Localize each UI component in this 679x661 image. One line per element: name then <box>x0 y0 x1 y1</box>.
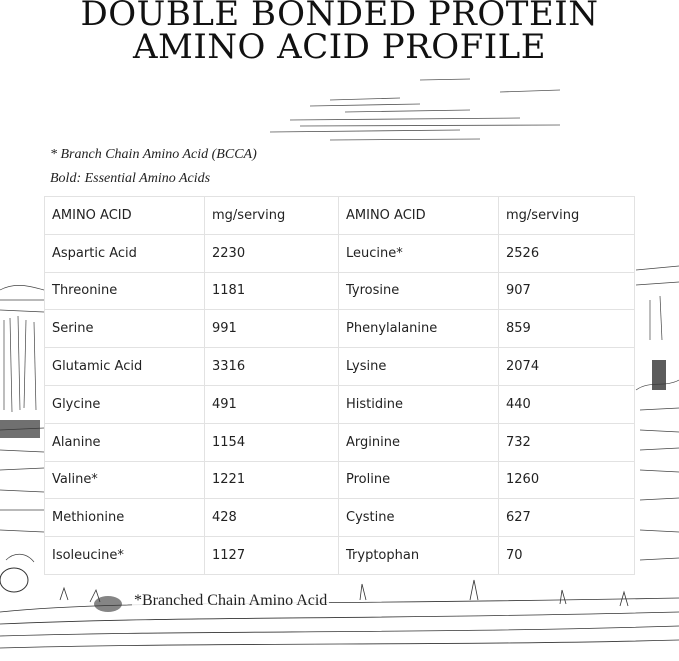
amino-acid-mg: 3316 <box>205 348 339 386</box>
title-line-1: DOUBLE BONDED PROTEIN <box>80 0 599 34</box>
bcca-footnote: *Branched Chain Amino Acid <box>134 592 328 609</box>
amino-acid-mg: 991 <box>205 310 339 348</box>
amino-acid-mg: 2230 <box>205 234 339 272</box>
amino-acid-mg: 2074 <box>499 348 635 386</box>
table-row <box>45 272 635 310</box>
table-row <box>45 385 635 423</box>
amino-acid-name: Cystine <box>339 499 499 537</box>
amino-acid-mg: 627 <box>499 499 635 537</box>
amino-acid-name: Tryptophan <box>339 537 499 575</box>
table-header-row <box>45 197 635 235</box>
amino-acid-mg: 70 <box>499 537 635 575</box>
amino-acid-name: Arginine <box>339 423 499 461</box>
amino-acid-mg: 859 <box>499 310 635 348</box>
amino-acid-mg: 907 <box>499 272 635 310</box>
amino-acid-mg: 1260 <box>499 461 635 499</box>
table-row <box>45 348 635 386</box>
amino-acid-name: Proline <box>339 461 499 499</box>
amino-acid-name: Threonine <box>45 272 205 310</box>
bcca-note: * Branch Chain Amino Acid (BCCA) <box>50 147 257 162</box>
amino-acid-mg: 428 <box>205 499 339 537</box>
amino-acid-mg: 440 <box>499 385 635 423</box>
amino-acid-name: Histidine <box>339 385 499 423</box>
essential-note: Bold: Essential Amino Acids <box>50 171 211 186</box>
amino-acid-name: Valine* <box>45 461 205 499</box>
table-row <box>45 423 635 461</box>
amino-acid-mg: 1127 <box>205 537 339 575</box>
amino-acid-mg: 1181 <box>205 272 339 310</box>
table-row <box>45 234 635 272</box>
amino-acid-name: Tyrosine <box>339 272 499 310</box>
amino-acid-name: Alanine <box>45 423 205 461</box>
header-mg-serving-left: mg/serving <box>205 197 339 235</box>
amino-acid-mg: 491 <box>205 385 339 423</box>
table-row <box>45 537 635 575</box>
amino-acid-name: Phenylalanine <box>339 310 499 348</box>
page-title <box>0 0 679 67</box>
amino-acid-table <box>44 196 635 575</box>
header-amino-acid-left: AMINO ACID <box>45 197 205 235</box>
amino-acid-mg: 1154 <box>205 423 339 461</box>
amino-acid-name: Isoleucine* <box>45 537 205 575</box>
amino-acid-table-card <box>44 196 634 574</box>
amino-acid-mg: 732 <box>499 423 635 461</box>
amino-acid-mg: 2526 <box>499 234 635 272</box>
title-line-2: AMINO ACID PROFILE <box>132 27 547 67</box>
table-row <box>45 310 635 348</box>
table-row <box>45 461 635 499</box>
amino-acid-mg: 1221 <box>205 461 339 499</box>
amino-acid-name: Glycine <box>45 385 205 423</box>
header-amino-acid-right: AMINO ACID <box>339 197 499 235</box>
amino-acid-name: Methionine <box>45 499 205 537</box>
table-row <box>45 499 635 537</box>
amino-acid-name: Glutamic Acid <box>45 348 205 386</box>
amino-acid-name: Serine <box>45 310 205 348</box>
header-mg-serving-right: mg/serving <box>499 197 635 235</box>
amino-acid-name: Aspartic Acid <box>45 234 205 272</box>
amino-acid-name: Leucine* <box>339 234 499 272</box>
amino-acid-name: Lysine <box>339 348 499 386</box>
